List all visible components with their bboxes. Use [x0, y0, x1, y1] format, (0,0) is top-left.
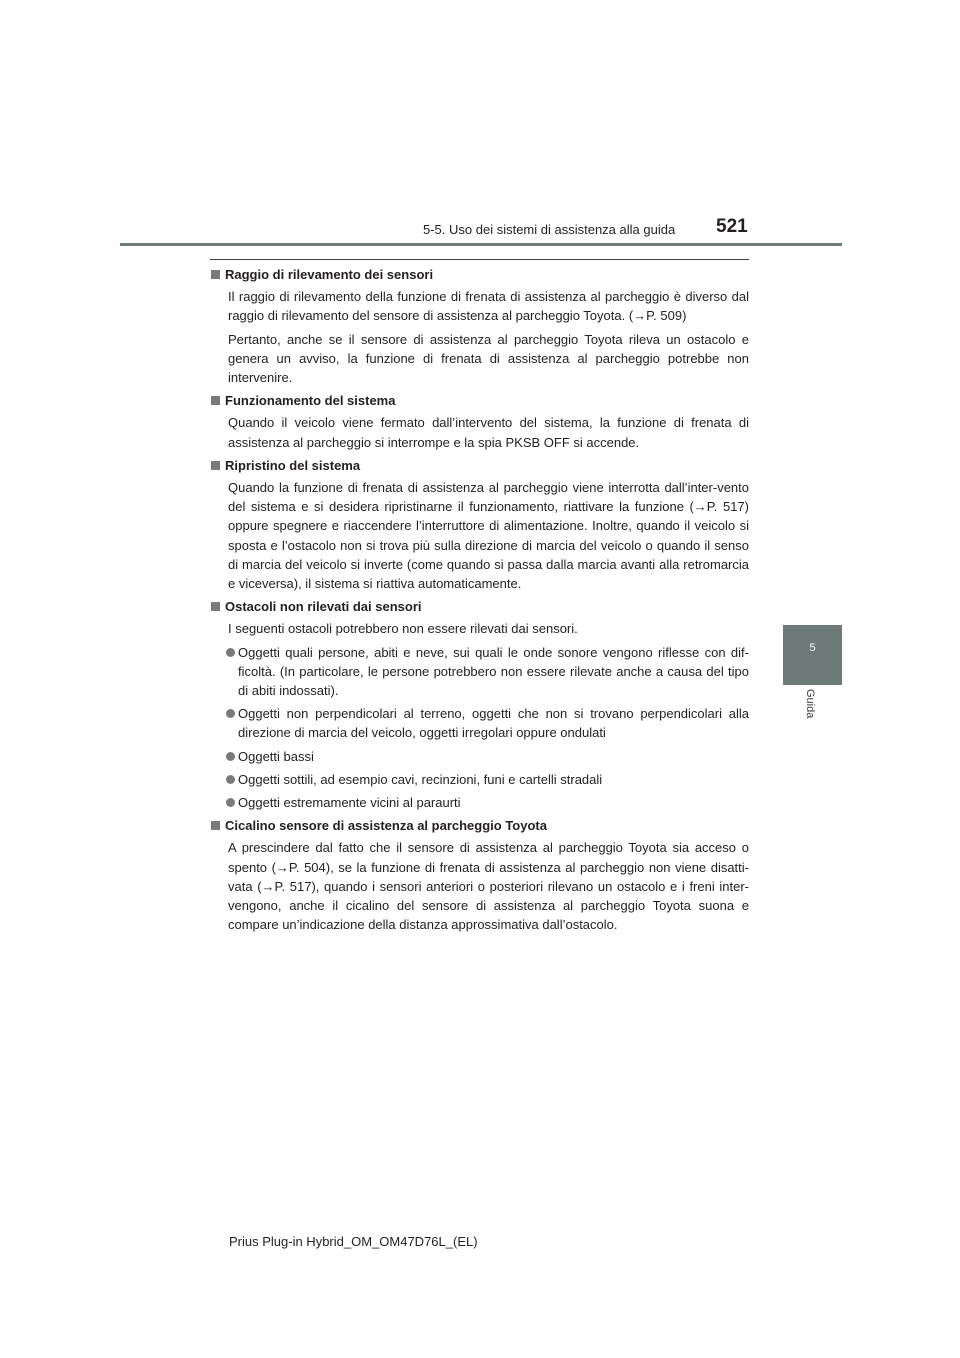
section-heading [210, 456, 749, 475]
paragraph: A prescindere dal fatto che il sensore di assistenza al parcheggio Toyota sia acceso o spento (→P. 504), se la funzione di frenata di assistenza al parcheggio non viene disatti-vata (→P. 517), quando i sensori anteriori o posteriori rilevano un ostacolo e i freni inter-vengono, anche il cicalino del sensore di assistenza al parcheggio Toyota suona e compare un’indicazione della distanza approssimativa dall’ostacolo. [228, 840, 749, 933]
section-heading [210, 816, 749, 835]
section-title: Raggio di rilevamento dei sensori [225, 267, 434, 282]
section [210, 265, 749, 387]
round-bullet-icon [226, 775, 235, 784]
paragraph: Quando la funzione di frenata di assistenza al parcheggio viene interrotta dall’inter-vento del sistema e si desidera ripristinarne il funzionamento, riattivare la funzione (→P. 517) oppure spegnere e riaccendere l’interruttore di alimentazione. Inoltre, quando il veicolo si sposta e l’ostacolo non si trova più sulla direzione di marcia del veicolo o quando il senso di marcia del veicolo si inverte (come quando si passa dalla marcia avanti alla retromarcia e viceversa), il sistema si riattiva automaticamente. [228, 480, 749, 592]
section [210, 456, 749, 593]
section-heading [210, 391, 749, 410]
section-title: Cicalino sensore di assistenza al parcheggio Toyota [225, 818, 547, 834]
list-item-text: Oggetti non perpendicolari al terreno, oggetti che non si trovano perpendicolari alla direzione di marcia del veicolo, oggetti irregolari oppure ondulati [238, 706, 749, 741]
list-item [210, 770, 749, 789]
list-item-text: Oggetti bassi [238, 748, 314, 764]
list-item-text: Oggetti estremamente vicini al paraurti [238, 795, 461, 811]
section [210, 816, 749, 934]
paragraph: Il raggio di rilevamento della funzione di frenata di assistenza al parcheggio è diverso dal raggio di rilevamento del sensore di assistenza al parcheggio Toyota. (→P. 509) [228, 289, 749, 324]
page-number: 521 [716, 216, 748, 237]
header-divider [120, 243, 842, 246]
main-content [210, 265, 749, 939]
section-title: Funzionamento del sistema [225, 393, 396, 409]
section-title: Ostacoli non rilevati dai sensori [225, 599, 422, 615]
list-item-text: Oggetti quali persone, abiti e neve, sui quali le onde sonore vengono riflesse con dif-ficoltà. (In particolare, le persone potrebbero non essere rilevate anche a causa del tipo di abiti indossati). [238, 644, 749, 699]
round-bullet-icon [226, 798, 235, 807]
list-item-text: Oggetti sottili, ad esempio cavi, recinzioni, funi e cartelli stradali [238, 771, 603, 787]
round-bullet-icon [226, 709, 235, 718]
content-divider [210, 259, 749, 260]
square-bullet-icon [211, 602, 220, 611]
footer-doc-id: Prius Plug-in Hybrid_OM_OM47D76L_(EL) [229, 1234, 478, 1249]
section-header: 5-5. Uso dei sistemi di assistenza alla guida [423, 222, 676, 237]
square-bullet-icon [211, 270, 220, 279]
section-heading [210, 597, 749, 616]
list-item [210, 643, 749, 701]
list-item [210, 793, 749, 812]
chapter-number: 5 [809, 642, 816, 654]
list-item [210, 747, 749, 766]
round-bullet-icon [226, 648, 235, 657]
square-bullet-icon [211, 821, 220, 830]
round-bullet-icon [226, 752, 235, 761]
section-heading [210, 265, 749, 284]
paragraph: Quando il veicolo viene fermato dall’intervento del sistema, la funzione di frenata di assistenza al parcheggio si interrompe e la spia PKSB OFF si accende. [228, 415, 749, 450]
paragraph: Pertanto, anche se il sensore di assistenza al parcheggio Toyota rileva un ostacolo e genera un avviso, la funzione di frenata di assistenza al parcheggio potrebbe non intervenire. [228, 331, 749, 386]
section [210, 597, 749, 812]
square-bullet-icon [211, 461, 220, 470]
section [210, 391, 749, 452]
chapter-label: Guida [804, 689, 816, 719]
section-title: Ripristino del sistema [225, 457, 361, 473]
list-item [210, 704, 749, 742]
chapter-tab [783, 625, 842, 685]
paragraph: I seguenti ostacoli potrebbero non essere rilevati dai sensori. [228, 621, 578, 637]
square-bullet-icon [211, 396, 220, 405]
